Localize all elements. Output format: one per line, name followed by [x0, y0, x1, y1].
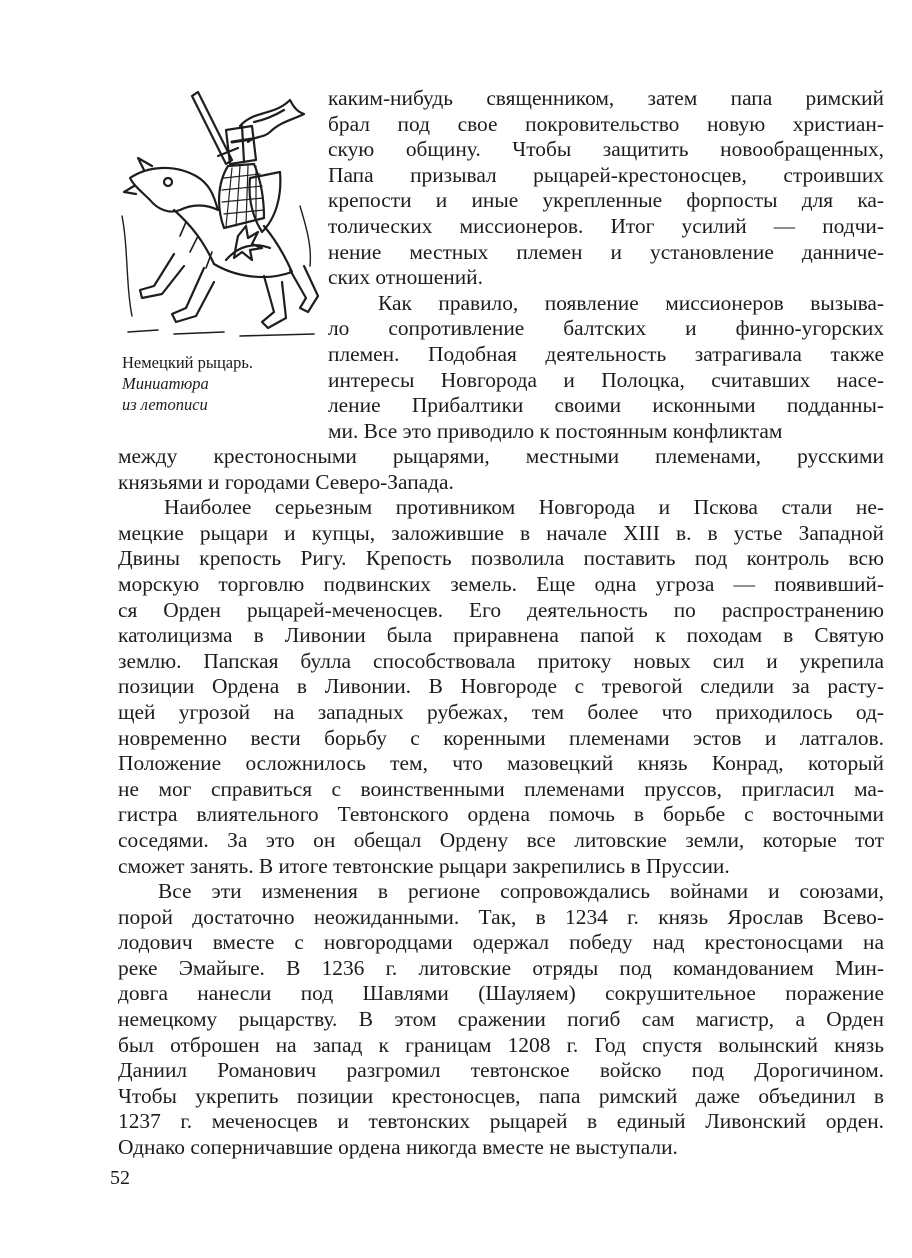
- text-line: морскую торговлю подвинских земель. Еще одна угроза — появивший-: [118, 571, 884, 596]
- caption-subtitle-2: из летописи: [122, 395, 208, 414]
- text-line: Положение осложнилось тем, что мазовецкий князь Конрад, который: [118, 751, 884, 776]
- text-line: Наиболее серьезным противником Новгорода и Пскова стали не-: [164, 495, 884, 520]
- text-line: брал под свое покровительство новую христиан-: [328, 111, 884, 136]
- text-line: ся Орден рыцарей-меченосцев. Его деятельность по распространению: [118, 597, 884, 622]
- text-line: гистра влиятельного Тевтонского ордена помочь в борьбе с восточными: [118, 802, 884, 827]
- text-line: Чтобы укрепить позиции крестоносцев, папа римский даже объединил в: [118, 1083, 884, 1108]
- text-line: нение местных племен и установление данниче-: [328, 239, 884, 264]
- text-line: новременно вести борьбу с коренными племенами эстов и латгалов.: [118, 725, 884, 750]
- text-line: Папа призывал рыцарей-крестоносцев, строивших: [328, 162, 884, 187]
- text-line: реке Эмайыге. В 1236 г. литовские отряды под командованием Мин-: [118, 955, 884, 980]
- caption-subtitle-1: Миниатюра: [122, 374, 209, 393]
- text-line: скую общину. Чтобы защитить новообращенных,: [328, 137, 884, 162]
- page-number: 52: [110, 1167, 130, 1189]
- text-line: порой достаточно неожиданными. Так, в 1234 г. князь Ярослав Всево-: [118, 904, 884, 929]
- text-line: 1237 г. меченосцев и тевтонских рыцарей в единый Ливонский орден.: [118, 1109, 884, 1134]
- text-line: ми. Все это приводило к постоянным конфликтам: [328, 418, 783, 443]
- narrow-text-column: [328, 86, 884, 444]
- text-line: ление Прибалтики своими исконными подданны-: [328, 393, 884, 418]
- main-text-column: [118, 444, 884, 1161]
- text-line: толических миссионеров. Итог усилий — подчи-: [328, 213, 884, 238]
- text-line: сможет занять. В итоге тевтонские рыцари закрепились в Пруссии.: [118, 853, 730, 878]
- caption-title: Немецкий рыцарь.: [122, 353, 254, 372]
- text-line: лодович вместе с новгородцами одержал победу над крестоносцами на: [118, 930, 884, 955]
- text-line: крепости и иные укрепленные форпосты для ка-: [328, 188, 884, 213]
- text-line: Даниил Романович разгромил тевтонское войско под Дорогичином.: [118, 1058, 884, 1083]
- text-line: Однако соперничавшие ордена никогда вместе не выступали.: [118, 1135, 678, 1160]
- text-line: интересы Новгорода и Полоцка, считавших насе-: [328, 367, 884, 392]
- text-line: позиции Ордена в Ливонии. В Новгороде с тревогой следили за расту-: [118, 674, 884, 699]
- text-line: между крестоносными рыцарями, местными племенами, русскими: [118, 444, 884, 468]
- text-line: не мог справиться с воинственными племенами пруссов, пригласил ма-: [118, 776, 884, 801]
- text-line: землю. Папская булла способствовала притоку новых сил и укрепила: [118, 648, 884, 673]
- figure-caption: [122, 352, 322, 415]
- text-line: мецкие рыцари и купцы, заложившие в начале XIII в. в устье Западной: [118, 520, 884, 545]
- text-line: щей угрозой на западных рубежах, тем более что приходилось од-: [118, 699, 884, 724]
- text-line: соседями. За это он обещал Ордену все литовские земли, которые тот: [118, 827, 884, 852]
- text-line: каким-нибудь священником, затем папа римский: [328, 86, 884, 110]
- text-line: был отброшен на запад к границам 1208 г. Год спустя волынский князь: [118, 1032, 884, 1057]
- text-line: ло сопротивление балтских и финно-угорских: [328, 316, 884, 341]
- text-line: племен. Подобная деятельность затрагивала также: [328, 341, 884, 366]
- text-line: Как правило, появление миссионеров вызыва-: [378, 290, 884, 315]
- knight-illustration: [114, 86, 324, 344]
- text-line: немецкому рыцарству. В этом сражении погиб сам магистр, а Орден: [118, 1007, 884, 1032]
- text-line: католицизма в Ливонии была приравнена папой к походам в Святую: [118, 623, 884, 648]
- text-line: Двины крепость Ригу. Крепость позволила поставить под контроль всю: [118, 546, 884, 571]
- text-line: князьями и городами Северо-Запада.: [118, 469, 454, 494]
- text-line: довга нанесли под Шавлями (Шауляем) сокрушительное поражение: [118, 981, 884, 1006]
- text-line: Все эти изменения в регионе сопровождались войнами и союзами,: [158, 879, 884, 904]
- text-line: ских отношений.: [328, 265, 483, 290]
